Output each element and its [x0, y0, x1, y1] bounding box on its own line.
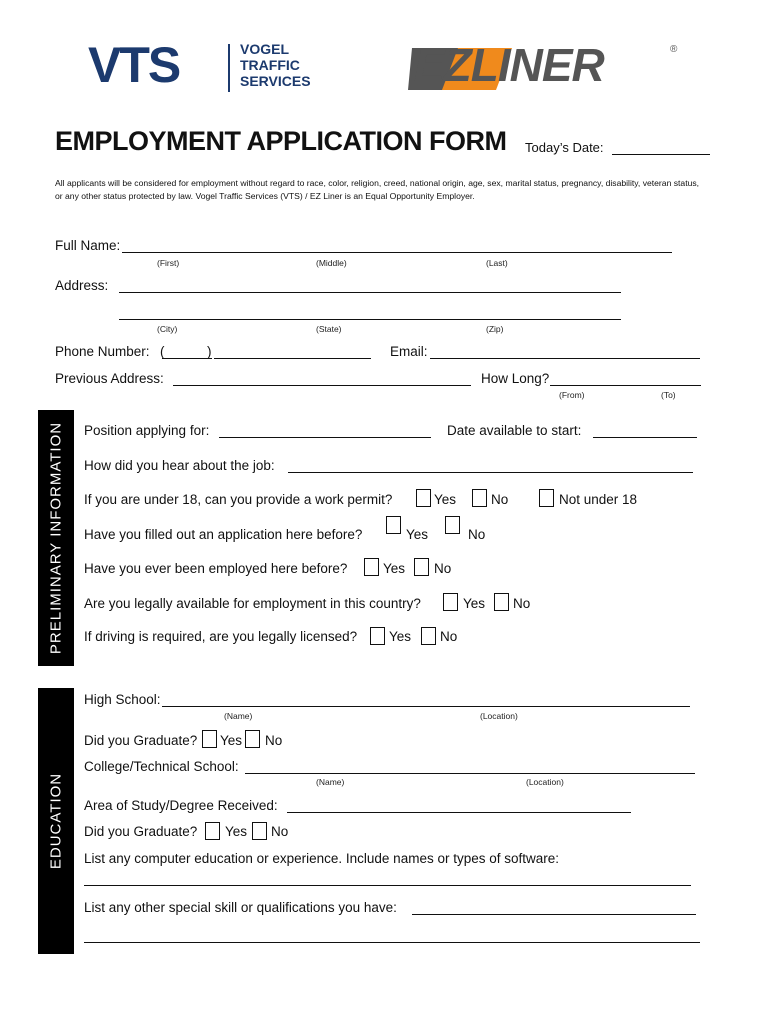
college-graduate-question: Did you Graduate? — [84, 824, 198, 839]
college-graduate-no-checkbox[interactable] — [252, 822, 267, 840]
date-available-label: Date available to start: — [447, 423, 582, 438]
position-field[interactable] — [219, 437, 431, 438]
phone-open-paren: ( — [160, 344, 165, 359]
college-graduate-yes-checkbox[interactable] — [205, 822, 220, 840]
address-label: Address: — [55, 278, 109, 293]
computer-experience-label: List any computer education or experience. Include names or types of software: — [84, 851, 560, 866]
vts-logo-name-2: TRAFFIC — [240, 57, 300, 73]
high-school-location-caption: (Location) — [480, 711, 518, 721]
hs-graduate-yes-label: Yes — [220, 733, 243, 748]
filled-before-question: Have you filled out an application here before? — [84, 527, 363, 542]
phone-number-field[interactable] — [214, 358, 371, 359]
hs-graduate-yes-checkbox[interactable] — [202, 730, 217, 748]
how-long-field[interactable] — [550, 385, 701, 386]
todays-date-field[interactable] — [612, 154, 710, 155]
street-address-field[interactable] — [119, 292, 621, 293]
licensed-question: If driving is required, are you legally licensed? — [84, 629, 358, 644]
city-state-zip-field[interactable] — [119, 319, 621, 320]
employed-before-yes-label: Yes — [383, 561, 406, 576]
position-label: Position applying for: — [84, 423, 210, 438]
first-name-caption: (First) — [157, 258, 180, 268]
page-title: EMPLOYMENT APPLICATION FORM — [55, 126, 507, 156]
ezliner-logo-mark: EZLINER — [414, 39, 604, 91]
education-section-bar — [38, 688, 74, 954]
area-of-study-field[interactable] — [287, 812, 631, 813]
special-skills-field-1[interactable] — [412, 914, 696, 915]
phone-label: Phone Number: — [55, 344, 150, 359]
licensed-no-label: No — [440, 629, 458, 644]
special-skills-field-2[interactable] — [84, 942, 700, 943]
college-graduate-no-label: No — [271, 824, 289, 839]
legally-available-question: Are you legally available for employment in this country? — [84, 596, 421, 611]
email-field[interactable] — [430, 358, 700, 359]
under18-question: If you are under 18, can you provide a work permit? — [84, 492, 393, 507]
college-label: College/Technical School: — [84, 759, 239, 774]
area-of-study-label: Area of Study/Degree Received: — [84, 798, 278, 813]
phone-area-code-field[interactable] — [162, 358, 212, 359]
under18-no-checkbox[interactable] — [472, 489, 487, 507]
phone-close-paren: ) — [207, 344, 212, 359]
vts-logo-mark: VTS — [88, 37, 180, 93]
filled-before-yes-checkbox[interactable] — [386, 516, 401, 534]
legally-available-no-label: No — [513, 596, 531, 611]
full-name-label: Full Name: — [55, 238, 121, 253]
previous-address-label: Previous Address: — [55, 371, 164, 386]
middle-name-caption: (Middle) — [316, 258, 347, 268]
college-location-caption: (Location) — [526, 777, 564, 787]
high-school-field[interactable] — [162, 706, 690, 707]
education-section-title: EDUCATION — [47, 772, 65, 870]
how-long-label: How Long? — [481, 371, 550, 386]
todays-date-label: Today’s Date: — [525, 140, 604, 155]
college-graduate-yes-label: Yes — [225, 824, 248, 839]
vts-logo — [88, 37, 318, 94]
legally-available-no-checkbox[interactable] — [494, 593, 509, 611]
licensed-yes-label: Yes — [389, 629, 412, 644]
eeo-disclaimer: All applicants will be considered for employment without regard to race, color, religion, creed, national origin, age, sex, marital status, pregnancy, disability, veteran status, or any other status protected by law. Vogel Traffic Services (VTS) / EZ Liner is an Equal Opportunity Employer. — [55, 178, 700, 201]
hs-graduate-question: Did you Graduate? — [84, 733, 198, 748]
high-school-name-caption: (Name) — [224, 711, 253, 721]
full-name-field[interactable] — [122, 252, 672, 253]
high-school-label: High School: — [84, 692, 161, 707]
licensed-yes-checkbox[interactable] — [370, 627, 385, 645]
hear-about-label: How did you hear about the job: — [84, 458, 275, 473]
under18-yes-label: Yes — [434, 492, 457, 507]
filled-before-no-checkbox[interactable] — [445, 516, 460, 534]
licensed-no-checkbox[interactable] — [421, 627, 436, 645]
preliminary-section-title: PRELIMINARY INFORMATION — [47, 421, 65, 655]
ezliner-registered-mark: ® — [670, 44, 678, 55]
hs-graduate-no-checkbox[interactable] — [245, 730, 260, 748]
special-skills-label: List any other special skill or qualifications you have: — [84, 900, 397, 915]
under18-no-label: No — [491, 492, 509, 507]
filled-before-no-label: No — [468, 527, 486, 542]
zip-caption: (Zip) — [486, 324, 504, 334]
date-available-field[interactable] — [593, 437, 697, 438]
college-name-caption: (Name) — [316, 777, 345, 787]
to-caption: (To) — [661, 390, 676, 400]
college-field[interactable] — [245, 773, 695, 774]
email-label: Email: — [390, 344, 428, 359]
computer-experience-field[interactable] — [84, 885, 691, 886]
vts-logo-name-1: VOGEL — [240, 41, 290, 57]
hs-graduate-no-label: No — [265, 733, 283, 748]
employed-before-no-checkbox[interactable] — [414, 558, 429, 576]
legally-available-yes-label: Yes — [463, 596, 486, 611]
state-caption: (State) — [316, 324, 342, 334]
employed-before-no-label: No — [434, 561, 452, 576]
ezliner-logo — [408, 39, 680, 94]
preliminary-section-bar — [38, 410, 74, 666]
hear-about-field[interactable] — [288, 472, 693, 473]
employed-before-question: Have you ever been employed here before? — [84, 561, 348, 576]
vts-logo-divider — [228, 44, 230, 92]
previous-address-field[interactable] — [173, 385, 471, 386]
not-under18-label: Not under 18 — [559, 492, 638, 507]
vts-logo-name-3: SERVICES — [240, 73, 311, 89]
legally-available-yes-checkbox[interactable] — [443, 593, 458, 611]
from-caption: (From) — [559, 390, 585, 400]
filled-before-yes-label: Yes — [406, 527, 429, 542]
last-name-caption: (Last) — [486, 258, 508, 268]
employed-before-yes-checkbox[interactable] — [364, 558, 379, 576]
city-caption: (City) — [157, 324, 178, 334]
not-under18-checkbox[interactable] — [539, 489, 554, 507]
under18-yes-checkbox[interactable] — [416, 489, 431, 507]
